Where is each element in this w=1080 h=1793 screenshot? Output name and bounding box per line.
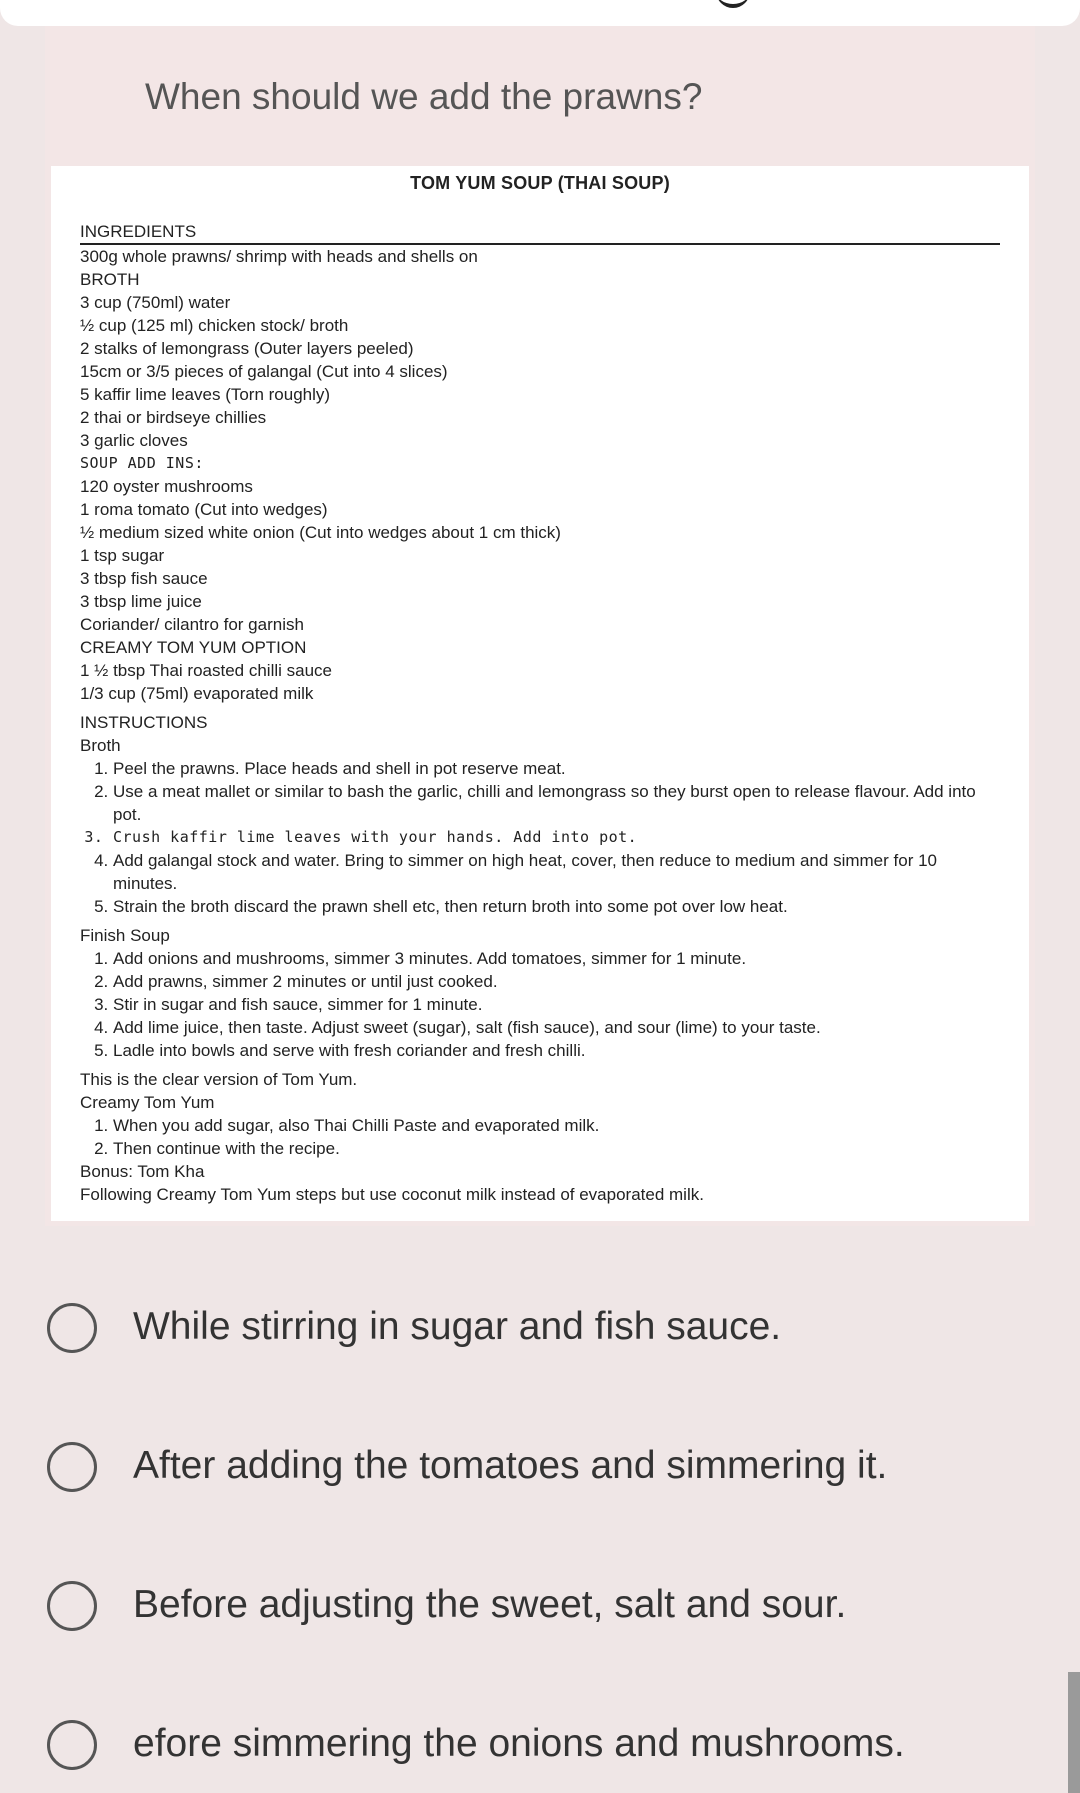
top-bar [0, 0, 1080, 26]
creamy-heading: Creamy Tom Yum [80, 1093, 215, 1112]
creamy-steps [80, 1114, 1000, 1160]
ingredient-item: 5 kaffir lime leaves (Torn roughly) [80, 385, 331, 404]
answer-option[interactable] [45, 1573, 1045, 1653]
finish-step: 4. Add lime juice, then taste. Adjust sweet (sugar), salt (fish sauce), and sour (lime) to your taste. [113, 1016, 1000, 1039]
broth-step: 4. Add galangal stock and water. Bring to simmer on high heat, cover, then reduce to medium and simmer for 10 minutes. [113, 849, 1000, 895]
creamy-step: 1. When you add sugar, also Thai Chilli Paste and evaporated milk. [113, 1114, 1000, 1137]
ingredients-list [80, 245, 1000, 705]
ingredient-item: 15cm or 3/5 pieces of galangal (Cut into 4 slices) [80, 362, 448, 381]
recipe-image [51, 166, 1029, 1221]
ingredient-item: 1/3 cup (75ml) evaporated milk [80, 684, 314, 703]
broth-step: 1. Peel the prawns. Place heads and shell in pot reserve meat. [113, 757, 1000, 780]
answer-option-label: efore simmering the onions and mushrooms. [133, 1722, 905, 1765]
bonus-text: Following Creamy Tom Yum steps but use coconut milk instead of evaporated milk. [80, 1185, 704, 1204]
ingredient-item: 300g whole prawns/ shrimp with heads and shells on [80, 247, 478, 266]
ingredient-item: 2 thai or birdseye chillies [80, 408, 267, 427]
ingredient-item: 3 garlic cloves [80, 431, 188, 450]
answer-option-label: After adding the tomatoes and simmering it. [133, 1444, 888, 1487]
ingredient-item: Coriander/ cilantro for garnish [80, 615, 304, 634]
radio-button[interactable] [47, 1720, 97, 1770]
finish-heading: Finish Soup [80, 926, 170, 945]
clear-version-note: This is the clear version of Tom Yum. [80, 1070, 358, 1089]
bonus-heading: Bonus: Tom Kha [80, 1162, 205, 1181]
radio-button[interactable] [47, 1442, 97, 1492]
broth-step: 2. Use a meat mallet or similar to bash the garlic, chilli and lemongrass so they burst open to release flavour. Add into pot. [113, 780, 1000, 826]
ingredient-item: 3 tbsp fish sauce [80, 569, 208, 588]
ingredient-item: 3 cup (750ml) water [80, 293, 231, 312]
answer-option[interactable] [45, 1295, 1045, 1375]
answer-option-label: Before adjusting the sweet, salt and sour. [133, 1583, 847, 1626]
recipe-body [80, 220, 1000, 1206]
ingredient-item: ½ medium sized white onion (Cut into wedges about 1 cm thick) [80, 523, 561, 542]
broth-step: 5. Strain the broth discard the prawn shell etc, then return broth into some pot over low heat. [113, 895, 1000, 918]
creamy-step: 2. Then continue with the recipe. [113, 1137, 1000, 1160]
answer-option[interactable] [45, 1434, 1045, 1514]
radio-button[interactable] [47, 1581, 97, 1631]
radio-button[interactable] [47, 1303, 97, 1353]
ingredient-item: 120 oyster mushrooms [80, 477, 253, 496]
ingredient-item: 2 stalks of lemongrass (Outer layers peeled) [80, 339, 414, 358]
instructions-heading: INSTRUCTIONS [80, 713, 208, 732]
broth-heading: Broth [80, 736, 121, 755]
ingredient-item: 1 tsp sugar [80, 546, 165, 565]
finish-steps [80, 947, 1000, 1062]
ingredients-heading: INGREDIENTS [80, 220, 1000, 245]
ingredient-item: CREAMY TOM YUM OPTION [80, 638, 307, 657]
recipe-title: TOM YUM SOUP (THAI SOUP) [410, 173, 670, 193]
scrollbar[interactable] [1068, 1672, 1080, 1793]
answer-option[interactable] [45, 1712, 1045, 1792]
ingredient-item: SOUP ADD INS: [80, 454, 204, 472]
finish-step: 2. Add prawns, simmer 2 minutes or until just cooked. [113, 970, 1000, 993]
ingredient-item: 1 roma tomato (Cut into wedges) [80, 500, 328, 519]
finish-step: 3. Stir in sugar and fish sauce, simmer for 1 minute. [113, 993, 1000, 1016]
ingredient-item: BROTH [80, 270, 140, 289]
ingredient-item: 3 tbsp lime juice [80, 592, 202, 611]
finish-step: 1. Add onions and mushrooms, simmer 3 minutes. Add tomatoes, simmer for 1 minute. [113, 947, 1000, 970]
ingredient-item: 1 ½ tbsp Thai roasted chilli sauce [80, 661, 332, 680]
answer-option-label: While stirring in sugar and fish sauce. [133, 1305, 782, 1348]
ingredient-item: ½ cup (125 ml) chicken stock/ broth [80, 316, 349, 335]
finish-step: 5. Ladle into bowls and serve with fresh coriander and fresh chilli. [113, 1039, 1000, 1062]
broth-step: 3. Crush kaffir lime leaves with your hands. Add into pot. [113, 826, 1000, 849]
broth-steps [80, 757, 1000, 918]
question-title: When should we add the prawns? [145, 76, 703, 117]
top-bar-handle [716, 0, 750, 8]
